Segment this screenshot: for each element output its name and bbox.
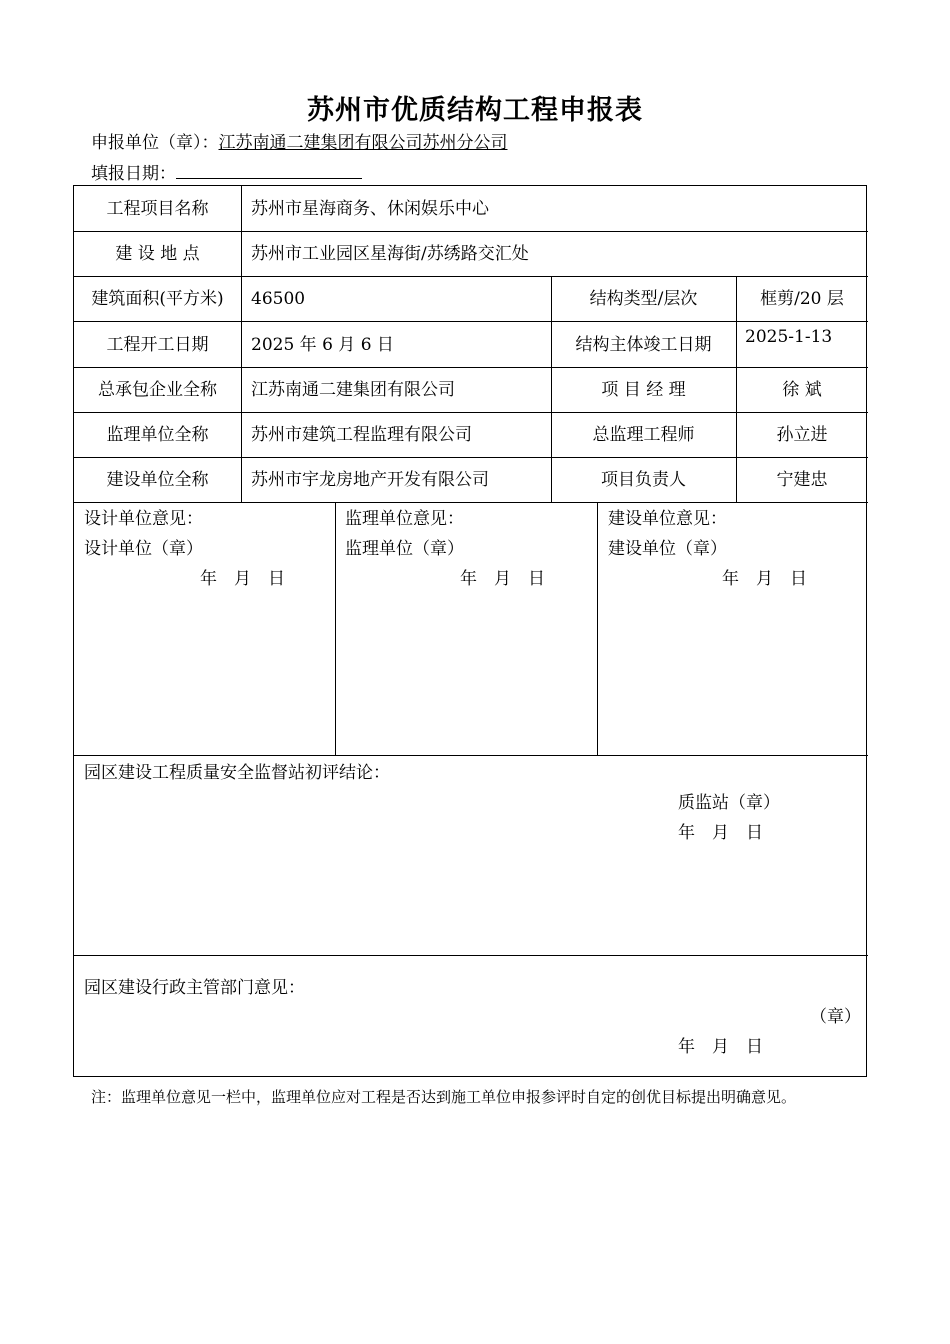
value-supervisor-unit: 苏州市建筑工程监理有限公司: [251, 425, 472, 445]
owner-opinion-heading: 建设单位意见：: [608, 509, 727, 529]
label-project-leader: 项目负责人: [601, 470, 686, 490]
label-location: 建 设 地 点: [115, 244, 200, 264]
fill-date-blank: [176, 161, 362, 179]
value-project-name: 苏州市星海商务、休闲娱乐中心: [251, 199, 489, 219]
row-divider: [74, 231, 868, 232]
row-divider: [74, 367, 868, 368]
supervision-opinion-heading: 监理单位意见：: [345, 509, 464, 529]
admin-dept-seal: （章）: [810, 1007, 861, 1027]
row-divider: [74, 457, 868, 458]
value-start-date: 2025 年 6 月 6 日: [251, 335, 394, 355]
page-title: 苏州市优质结构工程申报表: [307, 95, 643, 126]
admin-dept-date: 年 月 日: [678, 1037, 763, 1057]
col-divider: [241, 186, 242, 502]
footnote: 注：监理单位意见一栏中，监理单位应对工程是否达到施工单位申报参评时自定的创优目标提出明确意见。: [91, 1088, 797, 1106]
label-floor-area: 建筑面积(平方米): [91, 289, 224, 309]
label-project-name: 工程项目名称: [106, 199, 209, 219]
applicant-line: [91, 128, 508, 153]
owner-opinion-date: 年 月 日: [722, 569, 807, 589]
label-chief-supervisor: 总监理工程师: [592, 425, 695, 445]
label-owner-unit: 建设单位全称: [106, 470, 209, 490]
value-general-contractor: 江苏南通二建集团有限公司: [251, 380, 455, 400]
label-completion-date: 结构主体竣工日期: [575, 335, 712, 355]
label-general-contractor: 总承包企业全称: [98, 380, 217, 400]
row-divider: [74, 955, 868, 956]
row-divider: [74, 755, 868, 756]
supervision-opinion-seal: 监理单位（章）: [345, 539, 464, 559]
quality-station-heading: 园区建设工程质量安全监督站初评结论：: [84, 763, 390, 783]
value-chief-supervisor: 孙立进: [776, 425, 828, 445]
col-divider: [335, 502, 336, 755]
fill-date-label: 填报日期：: [91, 164, 176, 184]
supervision-opinion-date: 年 月 日: [460, 569, 545, 589]
row-divider: [74, 412, 868, 413]
quality-station-seal: 质监站（章）: [678, 793, 780, 813]
value-project-manager: 徐 斌: [782, 380, 822, 400]
admin-dept-heading: 园区建设行政主管部门意见：: [84, 978, 305, 998]
design-opinion-date: 年 月 日: [200, 569, 285, 589]
value-floor-area: 46500: [251, 289, 306, 309]
label-start-date: 工程开工日期: [106, 335, 209, 355]
value-location: 苏州市工业园区星海街/苏绣路交汇处: [251, 244, 529, 264]
value-owner-unit: 苏州市宇龙房地产开发有限公司: [251, 470, 489, 490]
applicant-value: 江苏南通二建集团有限公司苏州分公司: [218, 133, 508, 153]
owner-opinion-seal: 建设单位（章）: [608, 539, 727, 559]
row-divider: [74, 502, 868, 503]
value-completion-date: 2025-1-13: [745, 327, 833, 347]
applicant-label: 申报单位（章）：: [91, 133, 219, 153]
fill-date-line: [91, 159, 362, 184]
application-form-table: [73, 185, 867, 1077]
design-opinion-seal: 设计单位（章）: [84, 539, 203, 559]
quality-station-date: 年 月 日: [678, 823, 763, 843]
label-supervisor-unit: 监理单位全称: [106, 425, 209, 445]
col-divider: [597, 502, 598, 755]
row-divider: [74, 276, 868, 277]
label-structure-type: 结构类型/层次: [589, 289, 698, 309]
value-structure-type: 框剪/20 层: [760, 289, 844, 309]
label-project-manager: 项 目 经 理: [601, 380, 686, 400]
design-opinion-heading: 设计单位意见：: [84, 509, 203, 529]
value-project-leader: 宁建忠: [776, 470, 828, 490]
row-divider: [74, 321, 868, 322]
